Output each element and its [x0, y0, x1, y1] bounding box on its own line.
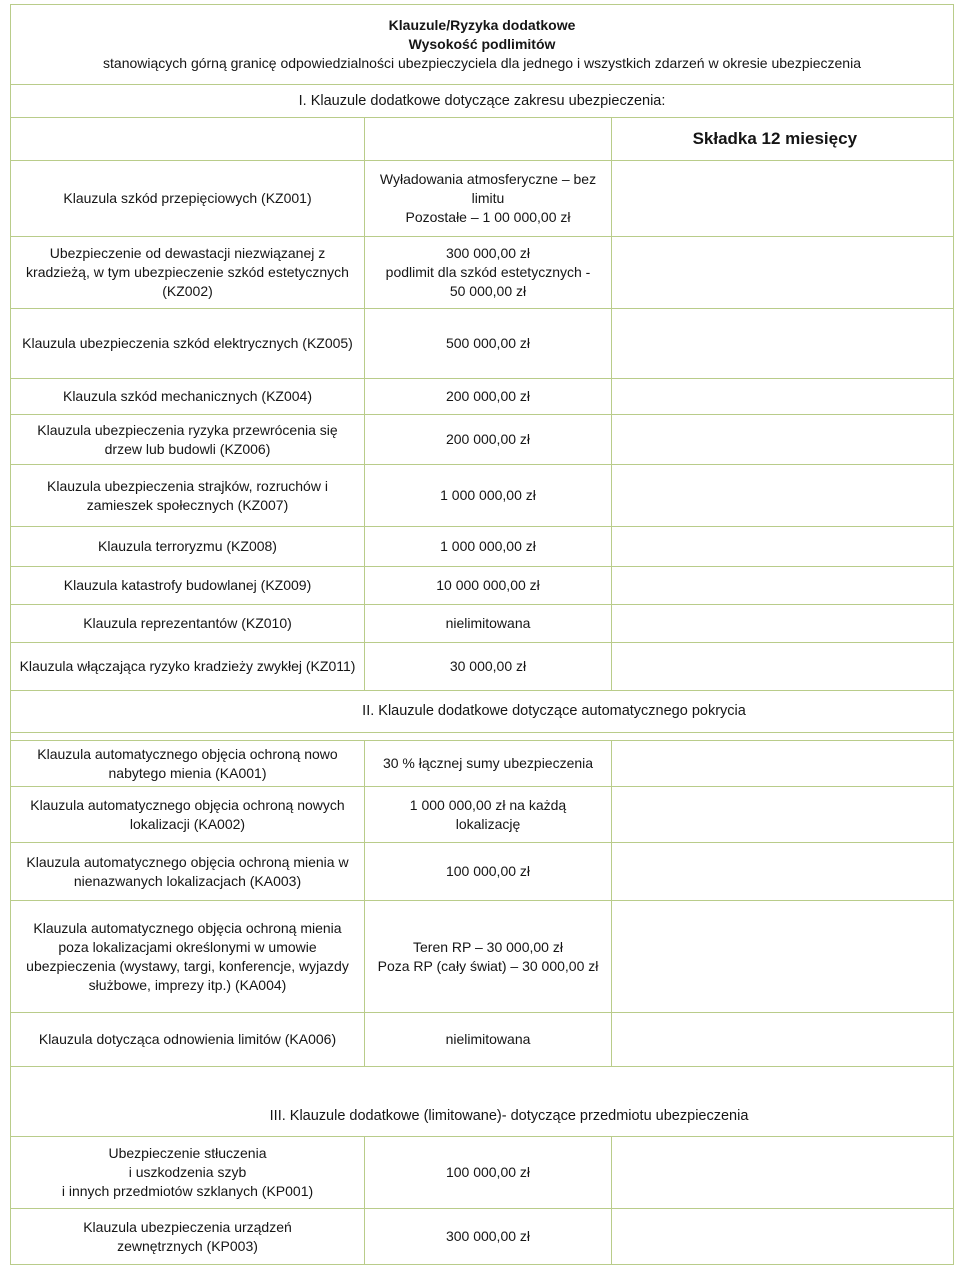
premium-header-row: [11, 118, 954, 161]
clause-limit: [365, 237, 612, 309]
premium-cell: [612, 527, 954, 567]
clause-name: Klauzula włączająca ryzyko kradzieży zwykłej (KZ011): [11, 643, 365, 691]
table-row: [11, 741, 954, 787]
premium-cell: [612, 237, 954, 309]
section1-title: I. Klauzule dodatkowe dotyczące zakresu ubezpieczenia:: [11, 85, 954, 118]
header-title: Klauzule/Ryzyka dodatkowe: [388, 17, 576, 33]
spacer-cell: [11, 1067, 954, 1097]
header-subtitle: Wysokość podlimitów: [408, 36, 556, 52]
premium-cell: [612, 567, 954, 605]
clause-name: Klauzula automatycznego objęcia ochroną nowych lokalizacji (KA002): [11, 787, 365, 843]
section1-title-row: [11, 85, 954, 118]
clause-name: Klauzula szkód mechanicznych (KZ004): [11, 379, 365, 415]
premium-cell: [612, 161, 954, 237]
premium-cell: [612, 1013, 954, 1067]
premium-cell: [612, 309, 954, 379]
table-row: [11, 465, 954, 527]
section3-title-row: [11, 1097, 954, 1137]
table-row: [11, 527, 954, 567]
clause-limit: 200 000,00 zł: [365, 379, 612, 415]
limit-line: 300 000,00 zł: [445, 245, 531, 261]
clause-line: Klauzula ubezpieczenia urządzeń: [83, 1218, 292, 1235]
table-row: [11, 379, 954, 415]
table-row: [11, 237, 954, 309]
limit-line: limitu: [471, 190, 505, 206]
clause-limit: 300 000,00 zł: [365, 1209, 612, 1265]
clause-limit: 30 % łącznej sumy ubezpieczenia: [365, 741, 612, 787]
premium-cell: [612, 465, 954, 527]
table-row: [11, 605, 954, 643]
clause-line: zewnętrznych (KP003): [117, 1237, 258, 1254]
clause-limit: 200 000,00 zł: [365, 415, 612, 465]
limit-line: Teren RP – 30 000,00 zł: [413, 938, 563, 955]
spacer-row: [11, 1067, 954, 1097]
table-row: [11, 643, 954, 691]
clause-name: [11, 1137, 365, 1209]
clause-line: i uszkodzenia szyb: [128, 1164, 247, 1180]
empty-cell: [11, 118, 365, 161]
premium-cell: [612, 787, 954, 843]
clause-name: Klauzula ubezpieczenia szkód elektrycznych (KZ005): [11, 309, 365, 379]
clause-limit: [365, 787, 612, 843]
table-row: [11, 161, 954, 237]
table-row: [11, 901, 954, 1013]
clause-name: Klauzula szkód przepięciowych (KZ001): [11, 161, 365, 237]
header-description: stanowiących górną granicę odpowiedzialności ubezpieczyciela dla jednego i wszystkich zdarzeń w okresie ubezpieczenia: [103, 55, 861, 71]
clause-name: Klauzula automatycznego objęcia ochroną mienia poza lokalizacjami określonymi w umowie ubezpieczenia (wystawy, targi, konferencje, wyjazdy służbowe, imprezy itp.) (KA004): [11, 901, 365, 1013]
premium-cell: [612, 379, 954, 415]
document-page: [10, 4, 953, 1265]
limit-line: Poza RP (cały świat) – 30 000,00 zł: [377, 957, 599, 974]
clause-name: Klauzula automatycznego objęcia ochroną nowo nabytego mienia (KA001): [11, 741, 365, 787]
limit-line: podlimit dla szkód estetycznych -: [385, 264, 591, 280]
table-row: [11, 787, 954, 843]
table-row: [11, 415, 954, 465]
clause-name: Klauzula terroryzmu (KZ008): [11, 527, 365, 567]
clause-name: [11, 1209, 365, 1265]
table-header: [11, 5, 954, 85]
premium-cell: [612, 415, 954, 465]
clause-limit: 30 000,00 zł: [365, 643, 612, 691]
clause-name: Klauzula dotycząca odnowienia limitów (KA006): [11, 1013, 365, 1067]
table-header-row: [11, 5, 954, 85]
limit-line: Pozostałe – 1 00 000,00 zł: [405, 209, 571, 225]
clause-name: Klauzula reprezentantów (KZ010): [11, 605, 365, 643]
clause-line: Ubezpieczenie stłuczenia: [108, 1145, 267, 1161]
premium-cell: [612, 843, 954, 901]
table-row: [11, 1209, 954, 1265]
premium-cell: [612, 741, 954, 787]
premium-cell: [612, 1137, 954, 1209]
clause-limit: 1 000 000,00 zł: [365, 527, 612, 567]
premium-header: Składka 12 miesięcy: [612, 118, 954, 161]
table-row: [11, 1137, 954, 1209]
spacer-row: [11, 733, 954, 741]
premium-cell: [612, 643, 954, 691]
clause-name: Klauzula automatycznego objęcia ochroną mienia w nienazwanych lokalizacjach (KA003): [11, 843, 365, 901]
table-row: [11, 843, 954, 901]
clause-name: Ubezpieczenie od dewastacji niezwiązanej z kradzieżą, w tym ubezpieczenie szkód estetycznych (KZ002): [11, 237, 365, 309]
section2-title-row: [11, 691, 954, 733]
clause-limit: [365, 161, 612, 237]
clause-name: Klauzula ubezpieczenia strajków, rozruchów i zamieszek społecznych (KZ007): [11, 465, 365, 527]
clause-limit: nielimitowana: [365, 605, 612, 643]
limit-line: lokalizację: [455, 815, 521, 832]
clause-limit: 500 000,00 zł: [365, 309, 612, 379]
limit-line: 50 000,00 zł: [449, 283, 527, 299]
limit-line: Wyładowania atmosferyczne – bez: [379, 171, 597, 187]
clause-limit: 1 000 000,00 zł: [365, 465, 612, 527]
premium-cell: [612, 901, 954, 1013]
clause-limit: [365, 901, 612, 1013]
table-row: [11, 567, 954, 605]
limit-line: 1 000 000,00 zł na każdą: [409, 796, 567, 813]
spacer-cell: [11, 733, 954, 741]
section2-title: II. Klauzule dodatkowe dotyczące automatycznego pokrycia: [11, 691, 954, 733]
premium-cell: [612, 605, 954, 643]
clauses-table: [10, 4, 954, 1265]
clause-limit: 100 000,00 zł: [365, 843, 612, 901]
clause-limit: 100 000,00 zł: [365, 1137, 612, 1209]
premium-cell: [612, 1209, 954, 1265]
clause-limit: 10 000 000,00 zł: [365, 567, 612, 605]
empty-cell: [365, 118, 612, 161]
section3-title: III. Klauzule dodatkowe (limitowane)- dotyczące przedmiotu ubezpieczenia: [11, 1097, 954, 1137]
clause-line: i innych przedmiotów szklanych (KP001): [61, 1183, 314, 1199]
table-row: [11, 1013, 954, 1067]
clause-limit: nielimitowana: [365, 1013, 612, 1067]
table-row: [11, 309, 954, 379]
clause-name: Klauzula katastrofy budowlanej (KZ009): [11, 567, 365, 605]
clause-name: Klauzula ubezpieczenia ryzyka przewrócenia się drzew lub budowli (KZ006): [11, 415, 365, 465]
